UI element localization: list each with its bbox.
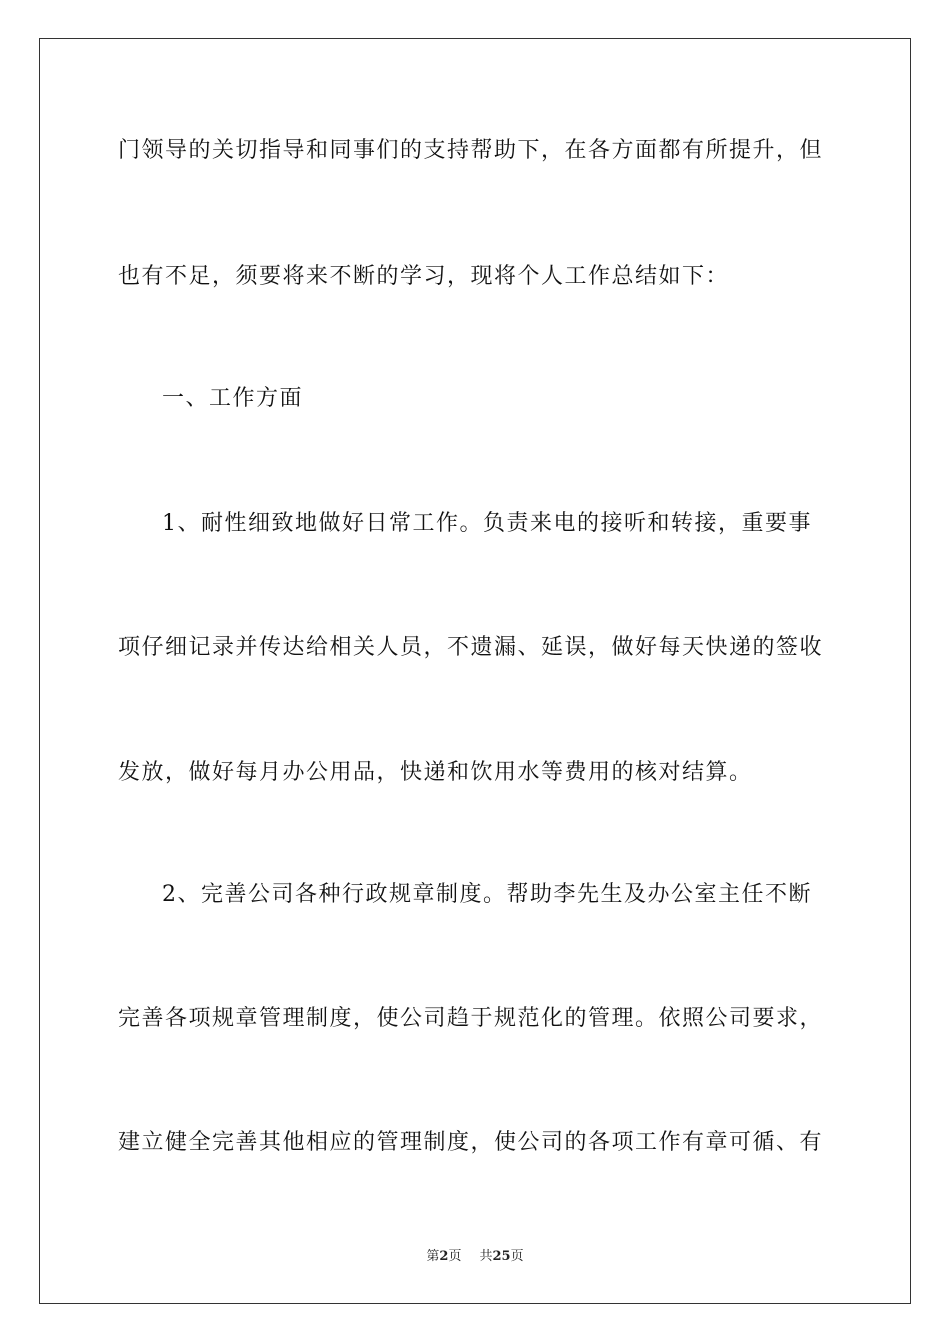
paragraph-line: 建立健全完善其他相应的管理制度，使公司的各项工作有章可循、有 xyxy=(118,1130,824,1155)
paragraph-line: 完善各项规章管理制度，使公司趋于规范化的管理。依照公司要求， xyxy=(118,1006,824,1031)
paragraph-line: 项仔细记录并传达给相关人员，不遗漏、延误，做好每天快递的签收 xyxy=(118,635,824,660)
total-suffix: 页 xyxy=(510,1249,524,1264)
page-prefix: 第 xyxy=(426,1249,440,1264)
paragraph-line: 也有不足，须要将来不断的学习，现将个人工作总结如下： xyxy=(118,264,730,289)
section-heading: 一、工作方面 xyxy=(162,386,304,411)
total-prefix: 共 xyxy=(479,1249,493,1264)
page-suffix: 页 xyxy=(448,1249,462,1264)
paragraph-line: 门领导的关切指导和同事们的支持帮助下，在各方面都有所提升，但 xyxy=(118,138,824,163)
page-number: 2 xyxy=(439,1249,449,1264)
page-border xyxy=(39,38,911,1304)
paragraph-line: 发放，做好每月办公用品，快递和饮用水等费用的核对结算。 xyxy=(118,760,753,785)
paragraph-line: 1、耐性细致地做好日常工作。负责来电的接听和转接，重要事 xyxy=(162,511,812,536)
total-pages: 25 xyxy=(492,1249,511,1264)
page-footer xyxy=(0,1248,950,1266)
paragraph-line: 2、完善公司各种行政规章制度。帮助李先生及办公室主任不断 xyxy=(162,882,812,907)
